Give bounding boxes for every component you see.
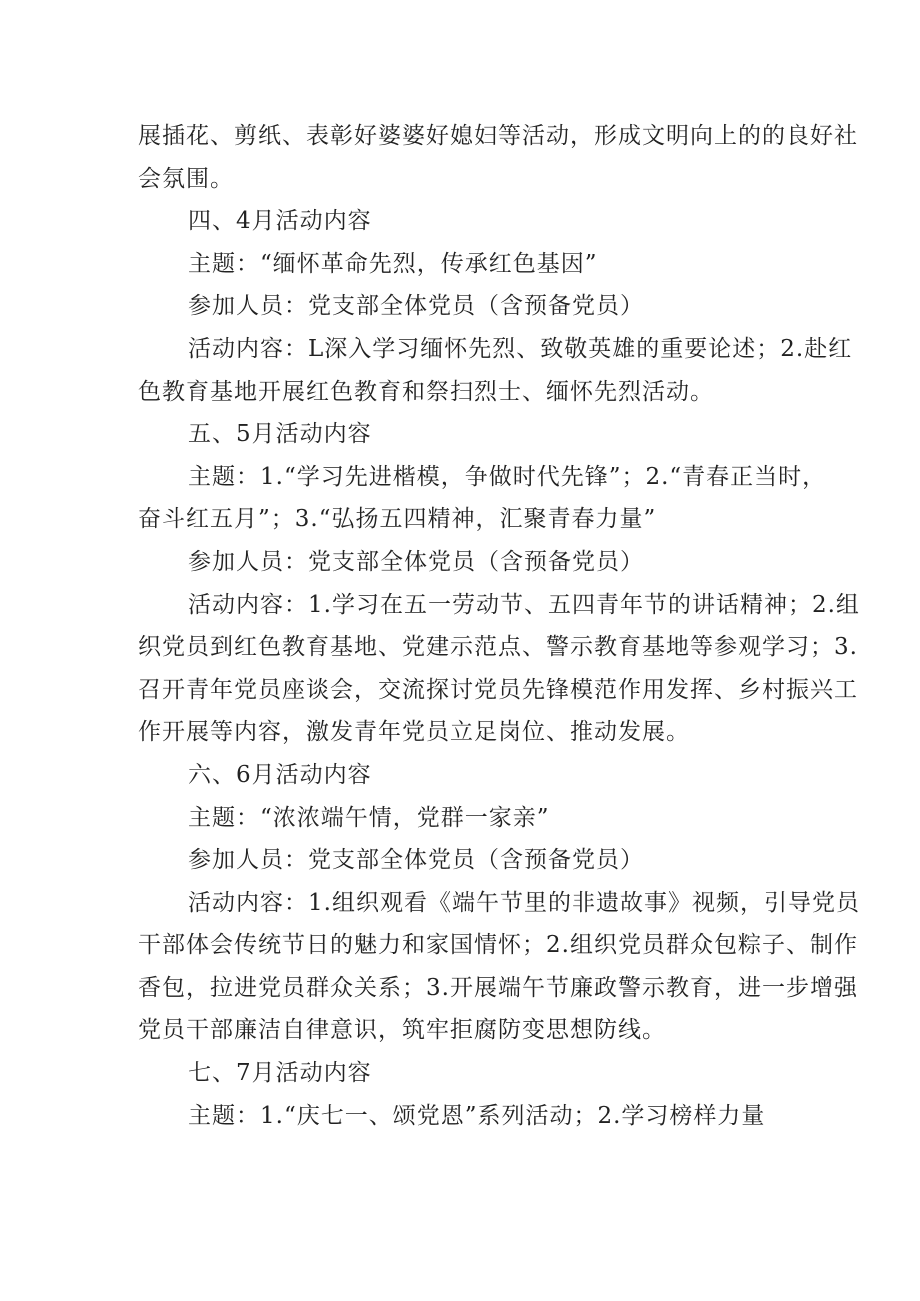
participants-line: 参加人员：党支部全体党员（含预备党员） [188, 847, 644, 874]
paragraph-line: 党员干部廉洁自律意识，筑牢拒腐防变思想防线。 [138, 1017, 666, 1044]
section-heading-june: 六、6月活动内容 [188, 761, 372, 788]
paragraph-line: 奋斗红五月”；3.“弘扬五四精神，汇聚青春力量” [138, 506, 657, 533]
section-heading-april: 四、4月活动内容 [188, 208, 372, 235]
section-heading-may: 五、5月活动内容 [188, 421, 372, 448]
paragraph-line: 召开青年党员座谈会，交流探讨党员先锋模范作用发挥、乡村振兴工 [138, 676, 858, 703]
paragraph-line: 会氛围。 [138, 165, 234, 192]
paragraph-line: 色教育基地开展红色教育和祭扫烈士、缅怀先烈活动。 [138, 378, 714, 405]
content-line: 活动内容：1.学习在五一劳动节、五四青年节的讲话精神；2.组 [188, 591, 860, 618]
participants-line: 参加人员：党支部全体党员（含预备党员） [188, 548, 644, 575]
paragraph-line: 香包，拉进党员群众关系；3.开展端午节廉政警示教育，进一步增强 [138, 974, 858, 1001]
paragraph-line: 展插花、剪纸、表彰好婆婆好媳妇等活动，形成文明向上的的良好社 [138, 123, 858, 149]
content-line: 活动内容：1.组织观看《端午节里的非遗故事》视频，引导党员 [188, 889, 860, 916]
paragraph-line: 作开展等内容，激发青年党员立足岗位、推动发展。 [138, 719, 690, 746]
document-page [138, 115, 860, 1137]
paragraph-line: 干部体会传统节日的魅力和家国情怀；2.组织党员群众包粽子、制作 [138, 932, 858, 959]
theme-line: 主题：“缅怀革命先烈，传承红色基因” [188, 250, 598, 277]
theme-line: 主题：1.“庆七一、颂党恩”系列活动；2.学习榜样力量 [188, 1102, 766, 1129]
content-line: 活动内容：L深入学习缅怀先烈、致敬英雄的重要论述；2.赴红 [188, 335, 853, 362]
paragraph-line: 织党员到红色教育基地、党建示范点、警示教育基地等参观学习；3. [138, 634, 858, 661]
section-heading-july: 七、7月活动内容 [188, 1060, 372, 1087]
theme-line: 主题：“浓浓端午情，党群一家亲” [188, 804, 550, 831]
participants-line: 参加人员：党支部全体党员（含预备党员） [188, 293, 644, 320]
theme-line: 主题：1.“学习先进楷模，争做时代先锋”；2.“青春正当时， [188, 463, 827, 490]
